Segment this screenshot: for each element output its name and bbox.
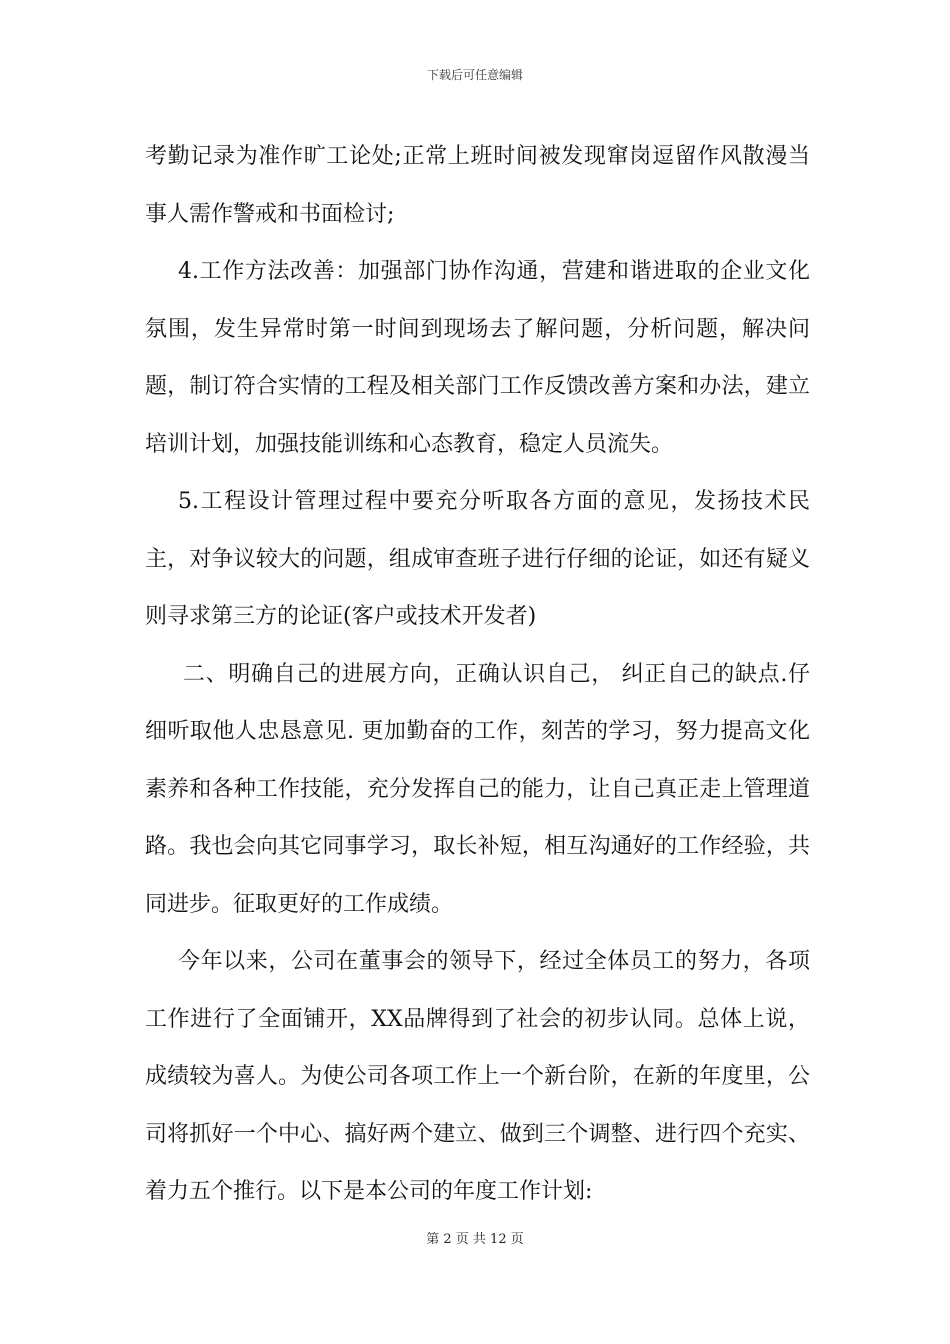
document-body <box>145 128 810 1221</box>
paragraph-attendance: 考勤记录为准作旷工论处;正常上班时间被发现窜岗逗留作风散漫当事人需作警戒和书面检讨; <box>145 144 810 227</box>
paragraph-self-direction: 二、明确自己的进展方向，正确认识自己， 纠正自己的缺点.仔细听取他人忠恳意见. 更加勤奋的工作，刻苦的学习，努力提高文化素养和各种工作技能，充分发挥自己的能力，让自己真正走上管理道路。我也会向其它同事学习，取长补短，相互沟通好的工作经验，共同进步。征取更好的工作成绩。 <box>145 661 810 917</box>
paragraph-annual-plan: 今年以来，公司在董事会的领导下，经过全体员工的努力，各项工作进行了全面铺开，XX品牌得到了社会的初步认同。总体上说，成绩较为喜人。为使公司各项工作上一个新台阶，在新的年度里，公司将抓好一个中心、搞好两个建立、做到三个调整、进行四个充实、着力五个推行。以下是本公司的年度工作计划: <box>145 949 810 1204</box>
page-footer: 第 2 页 共 12 页 <box>426 1232 524 1247</box>
paragraph-engineering-design: 5.工程设计管理过程中要充分听取各方面的意见，发扬技术民主，对争议较大的问题，组成审查班子进行仔细的论证，如还有疑义则寻求第三方的论证(客户或技术开发者) <box>145 489 810 629</box>
paragraph-work-method: 4.工作方法改善：加强部门协作沟通，营建和谐进取的企业文化氛围，发生异常时第一时间到现场去了解问题，分析问题，解决问题，制订符合实情的工程及相关部门工作反馈改善方案和办法，建立培训计划，加强技能训练和心态教育，稳定人员流失。 <box>145 259 810 457</box>
page-header: 下载后可任意编辑 <box>426 68 523 82</box>
